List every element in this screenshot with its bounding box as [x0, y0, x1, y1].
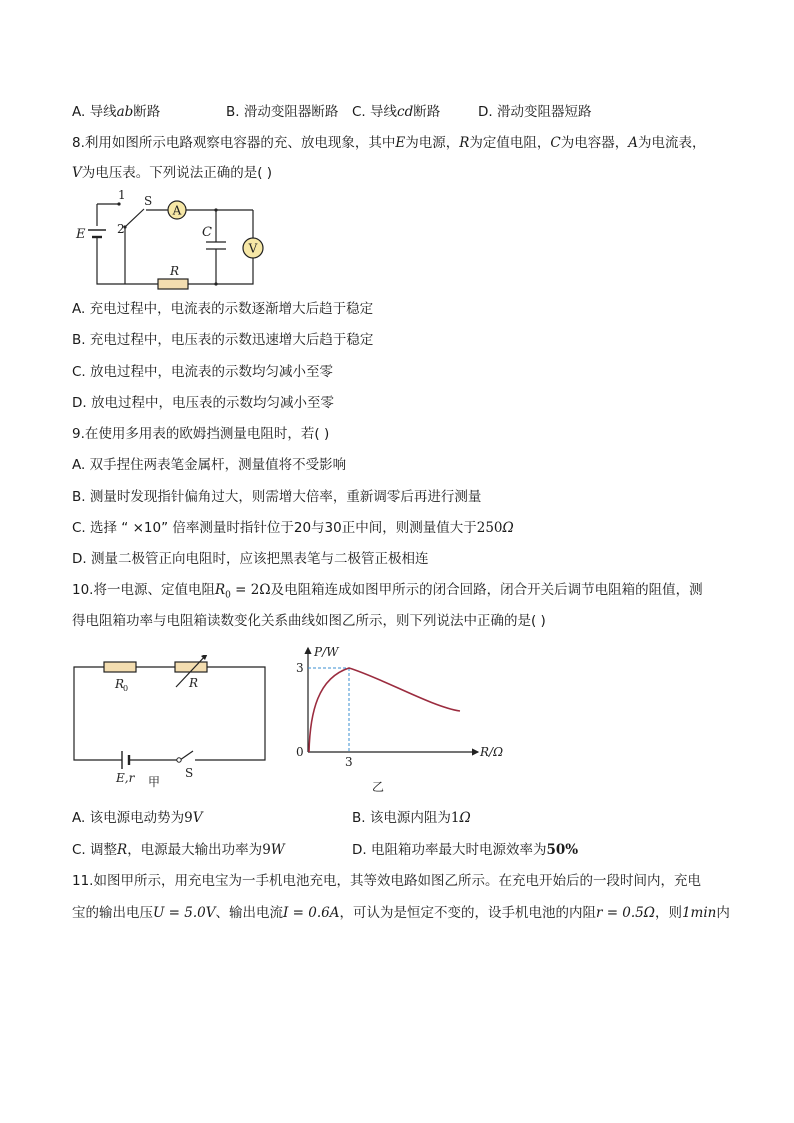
q8-stem-line1: 8.利用如图所示电路观察电容器的充、放电现象，其中E为电源，R为定值电阻，C为电容器，A为电流表，	[72, 135, 706, 151]
q11-stem-line1: 11.如图甲所示，用充电宝为一手机电池充电，其等效电路如图乙所示。在充电开始后的一段时间内，充电	[72, 873, 701, 889]
q8-option-b: B. 充电过程中，电压表的示数迅速增大后趋于稳定	[72, 332, 374, 348]
svg-text:R: R	[189, 676, 199, 690]
svg-text:S: S	[144, 194, 153, 208]
svg-text:3: 3	[345, 755, 353, 769]
q10-stem-line1: 10.将一电源、定值电阻$R_0 = 2\Omega$及电阻箱连成如图甲所示的闭合回路，闭合开关后调节电阻箱的阻值，测	[72, 582, 703, 601]
q8-circuit-diagram	[72, 188, 272, 292]
q10-option-d: D. 电阻箱功率最大时电源效率为50%	[352, 842, 579, 858]
switch-pivot	[177, 758, 181, 762]
svg-text:A: A	[172, 203, 182, 218]
q8-stem-line2: V为电压表。下列说法正确的是( )	[72, 165, 273, 181]
q7-option-b: B. 滑动变阻器断路	[226, 104, 339, 120]
q10-circuit-jia	[68, 655, 270, 790]
q7-option-d: D. 滑动变阻器短路	[478, 104, 592, 120]
svg-text:V: V	[248, 241, 258, 256]
q10-option-b: B. 该电源内阻为1Ω	[352, 810, 471, 826]
q7-option-c: C. 导线cd断路	[352, 104, 441, 120]
q10-option-a: A. 该电源电动势为9V	[72, 810, 203, 826]
svg-text:P/W: P/W	[314, 645, 339, 659]
q8-option-c: C. 放电过程中，电流表的示数均匀减小至零	[72, 364, 334, 380]
q9-option-c: C. 选择 “ ×10” 倍率测量时指针位于20与30正中间，则测量值大于250Ω	[72, 520, 514, 536]
q9-option-d: D. 测量二极管正向电阻时，应该把黑表笔与二极管正极相连	[72, 551, 429, 567]
svg-text:R: R	[170, 264, 180, 278]
q9-option-a: A. 双手捏住两表笔金属杆，测量值将不受影响	[72, 457, 347, 473]
svg-text:C: C	[202, 225, 212, 240]
svg-text:2: 2	[117, 222, 125, 236]
q8-option-d: D. 放电过程中，电压表的示数均匀减小至零	[72, 395, 334, 411]
q10-graph-yi	[292, 642, 512, 797]
q11-stem-line2: 宝的输出电压U = 5.0V、输出电流I = 0.6A，可认为是恒定不变的，设手机电池的内阻r = 0.5Ω，则1min内	[72, 905, 730, 921]
svg-text:R/Ω: R/Ω	[480, 745, 504, 759]
q7-option-a: A. 导线ab断路	[72, 104, 161, 120]
q8-option-a: A. 充电过程中，电流表的示数逐渐增大后趋于稳定	[72, 301, 374, 317]
q10-option-c: C. 调整R，电源最大输出功率为9W	[72, 842, 285, 858]
svg-text:R: R	[115, 677, 125, 691]
q9-option-b: B. 测量时发现指针偏角过大，则需增大倍率，重新调零后再进行测量	[72, 489, 482, 505]
resistor-r0	[104, 662, 136, 672]
svg-text:甲: 甲	[148, 775, 161, 789]
svg-text:E: E	[76, 227, 86, 242]
svg-text:1: 1	[118, 188, 126, 202]
svg-text:乙: 乙	[372, 780, 385, 794]
q10-stem-line2: 得电阻箱功率与电阻箱读数变化关系曲线如图乙所示，则下列说法中正确的是( )	[72, 613, 546, 629]
svg-text:S: S	[185, 766, 194, 780]
svg-text:E,r: E,r	[116, 771, 135, 785]
q9-stem: 9.在使用多用表的欧姆挡测量电阻时，若( )	[72, 426, 330, 442]
svg-text:3: 3	[296, 661, 304, 675]
svg-text:0: 0	[123, 684, 129, 693]
power-curve	[309, 668, 460, 752]
switch-contact-1	[117, 202, 120, 205]
svg-text:0: 0	[296, 745, 304, 759]
